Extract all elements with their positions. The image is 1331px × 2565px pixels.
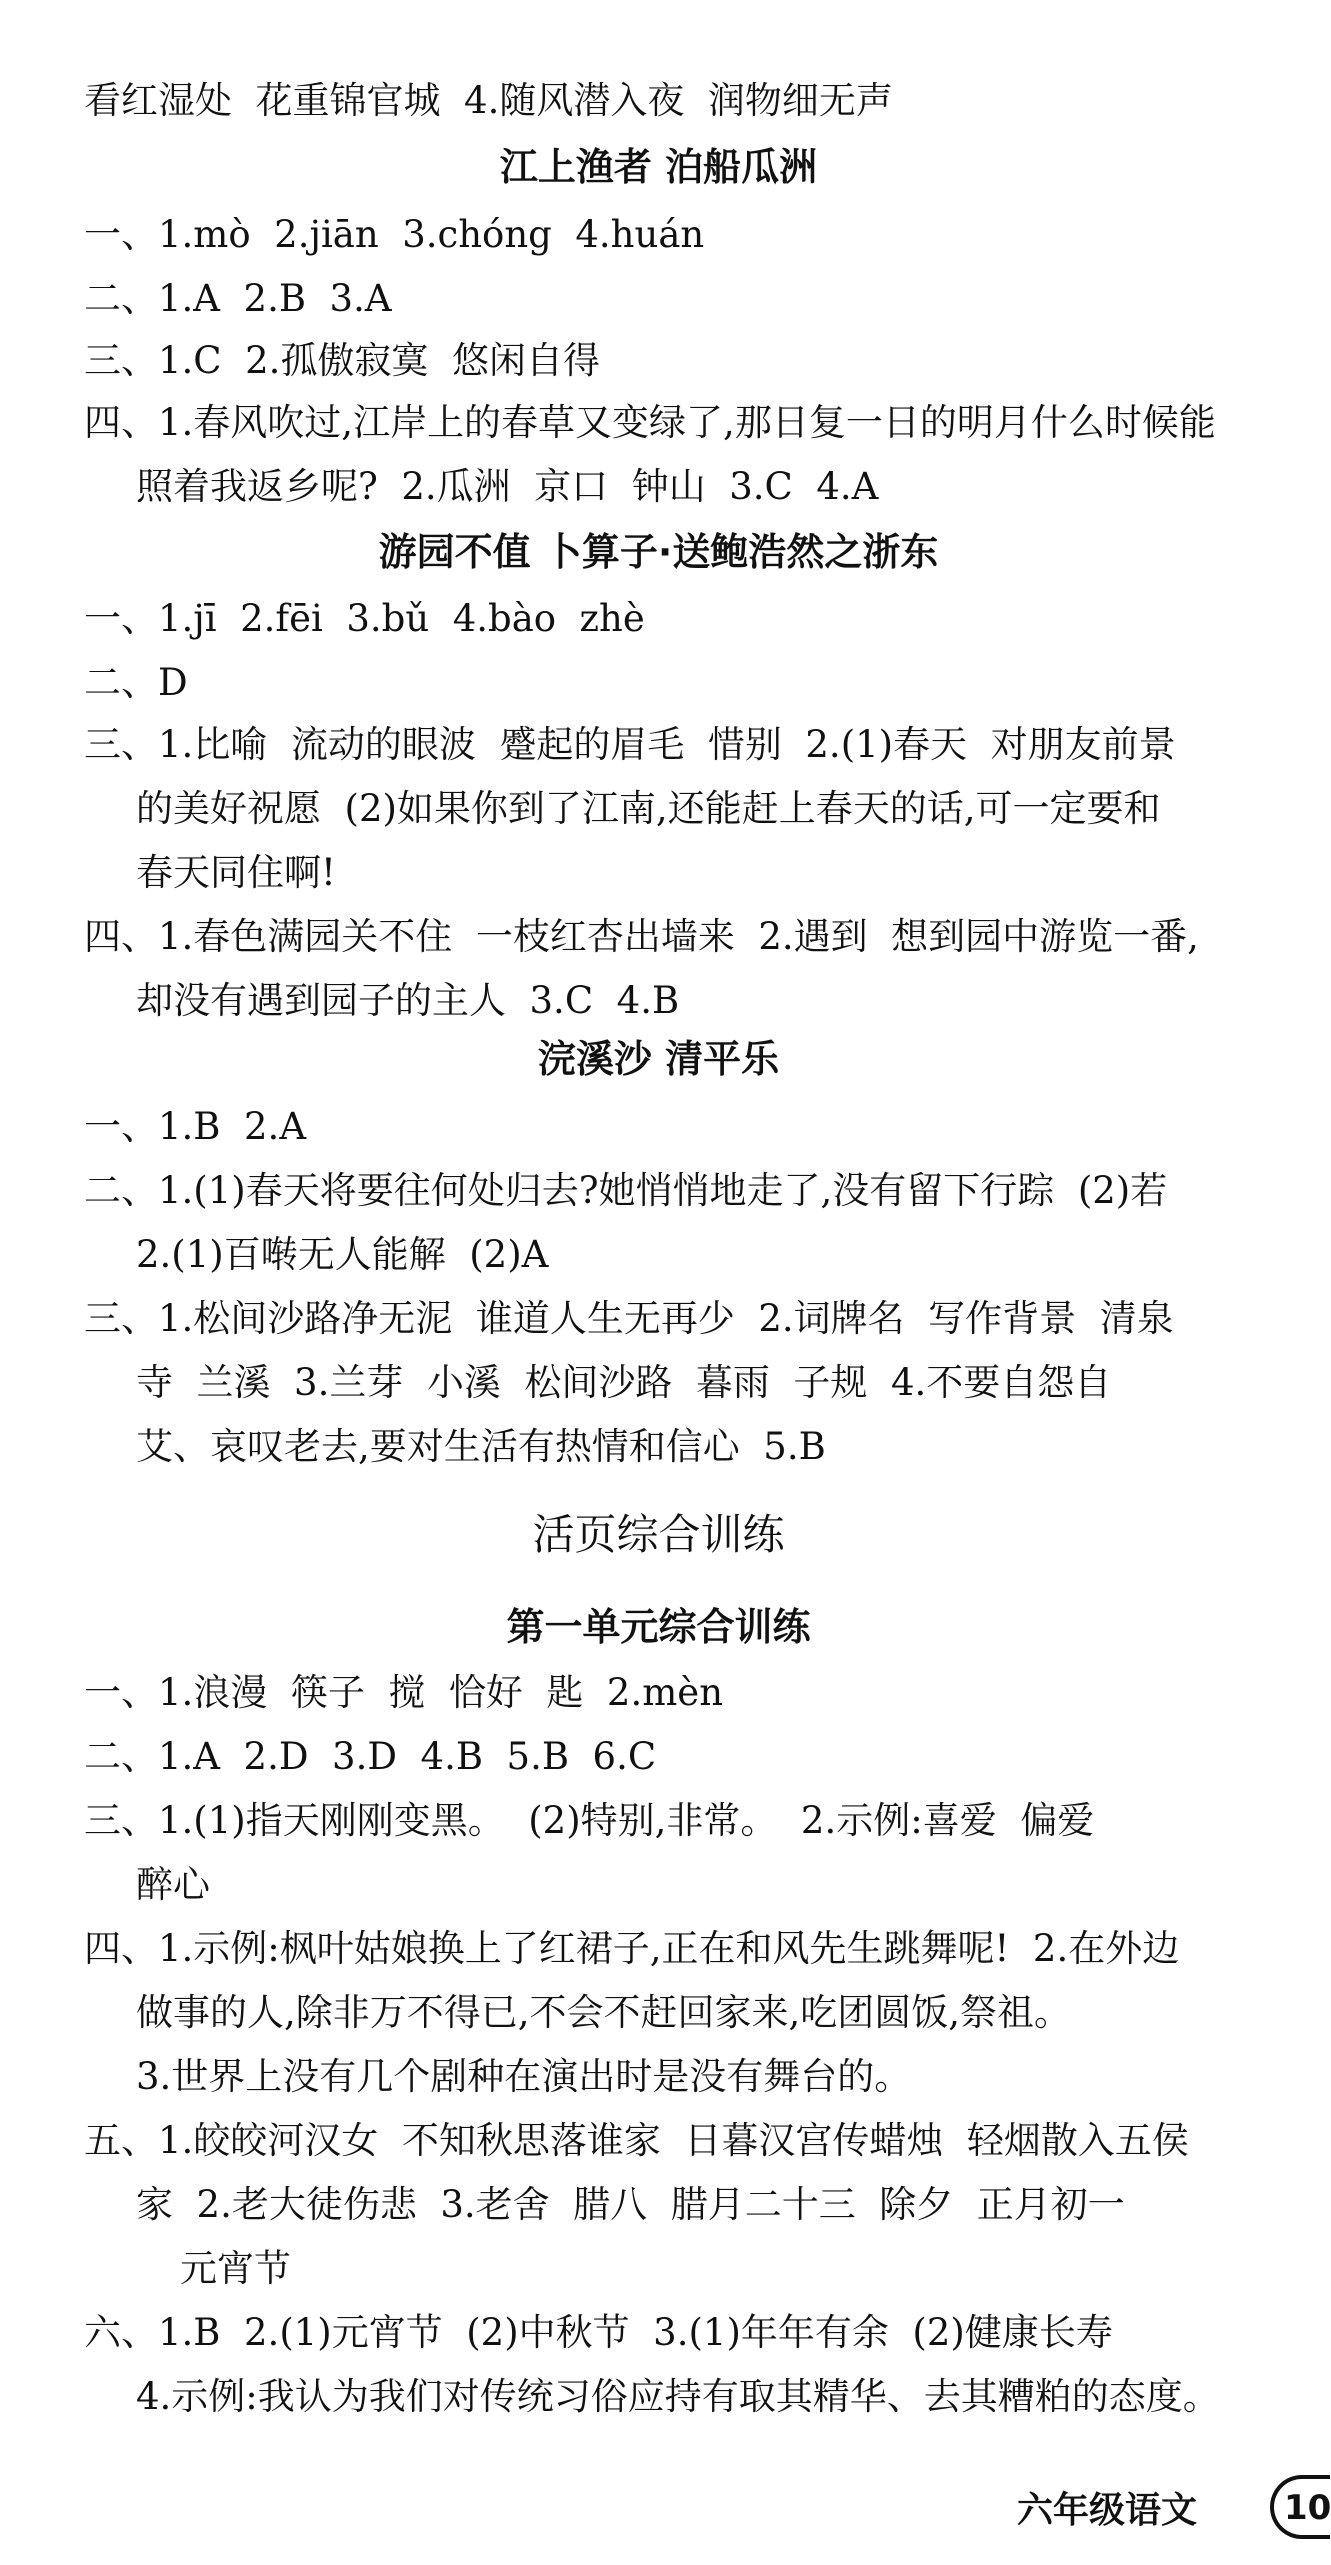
answer-line: 五、1.皎皎河汉女 不知秋思落谁家 日暮汉宫传蜡烛 轻烟散入五侯	[84, 2119, 1189, 2162]
answer-line: 却没有遇到园子的主人 3.C 4.B	[136, 979, 680, 1022]
answer-line: 一、1.mò 2.jiān 3.chóng 4.huán	[84, 213, 705, 256]
answer-line: 4.示例:我认为我们对传统习俗应持有取其精华、去其糟粕的态度。	[136, 2375, 1220, 2418]
answer-line: 看红湿处 花重锦官城 4.随风潜入夜 润物细无声	[84, 79, 893, 122]
answer-line: 四、1.示例:枫叶姑娘换上了红裙子,正在和风先生跳舞呢! 2.在外边	[84, 1927, 1180, 1970]
section-title: 江上渔者 泊船瓜洲	[499, 145, 818, 189]
answer-line: 做事的人,除非万不得已,不会不赶回家来,吃团圆饭,祭祖。	[136, 1991, 1072, 2034]
answer-line: 寺 兰溪 3.兰芽 小溪 松间沙路 暮雨 子规 4.不要自怨自	[136, 1361, 1112, 1404]
answer-line: 四、1.春风吹过,江岸上的春草又变绿了,那日复一日的明月什么时候能	[84, 401, 1216, 444]
section-title: 浣溪沙 清平乐	[537, 1037, 780, 1081]
answer-line: 二、1.A 2.B 3.A	[84, 277, 392, 320]
answer-line: 一、1.浪漫 筷子 搅 恰好 匙 2.mèn	[84, 1671, 724, 1714]
answer-line: 照着我返乡呢? 2.瓜洲 京口 钟山 3.C 4.A	[136, 465, 879, 508]
footer-grade-subject: 六年级语文	[1016, 2490, 1197, 2531]
answer-line: 3.世界上没有几个剧种在演出时是没有舞台的。	[136, 2055, 912, 2098]
answer-line: 三、1.比喻 流动的眼波 蹙起的眉毛 惜别 2.(1)春天 对朋友前景	[84, 723, 1176, 766]
answer-line: 三、1.(1)指天刚刚变黑。 (2)特别,非常。 2.示例:喜爱 偏爱	[84, 1799, 1095, 1842]
section-heading: 活页综合训练	[532, 1510, 785, 1559]
answer-line: 的美好祝愿 (2)如果你到了江南,还能赶上春天的话,可一定要和	[136, 787, 1161, 830]
answer-line: 三、1.C 2.孤傲寂寞 悠闲自得	[84, 339, 600, 382]
answer-line: 一、1.B 2.A	[84, 1105, 307, 1148]
answer-line: 二、1.(1)春天将要往何处归去?她悄悄地走了,没有留下行踪 (2)若	[84, 1169, 1168, 1212]
answer-line: 二、D	[84, 661, 188, 704]
page-number: 10	[1284, 2488, 1331, 2528]
answer-line: 醉心	[136, 1863, 210, 1906]
section-title: 游园不值 卜算子·送鲍浩然之浙东	[378, 530, 939, 574]
answer-line: 一、1.jī 2.fēi 3.bǔ 4.bào zhè	[84, 597, 645, 640]
answer-line: 二、1.A 2.D 3.D 4.B 5.B 6.C	[84, 1735, 657, 1778]
answer-line: 三、1.松间沙路净无泥 谁道人生无再少 2.词牌名 写作背景 清泉	[84, 1297, 1174, 1340]
answer-line: 春天同住啊!	[136, 851, 336, 894]
answer-line: 六、1.B 2.(1)元宵节 (2)中秋节 3.(1)年年有余 (2)健康长寿	[84, 2311, 1113, 2354]
answer-line: 元宵节	[180, 2247, 291, 2290]
answer-line: 家 2.老大徒伤悲 3.老舍 腊八 腊月二十三 除夕 正月初一	[136, 2183, 1125, 2226]
section-title: 第一单元综合训练	[506, 1605, 811, 1649]
answer-line: 四、1.春色满园关不住 一枝红杏出墙来 2.遇到 想到园中游览一番,	[84, 915, 1199, 958]
answer-line: 艾、哀叹老去,要对生活有热情和信心 5.B	[136, 1425, 826, 1468]
answer-line: 2.(1)百啭无人能解 (2)A	[136, 1233, 549, 1276]
